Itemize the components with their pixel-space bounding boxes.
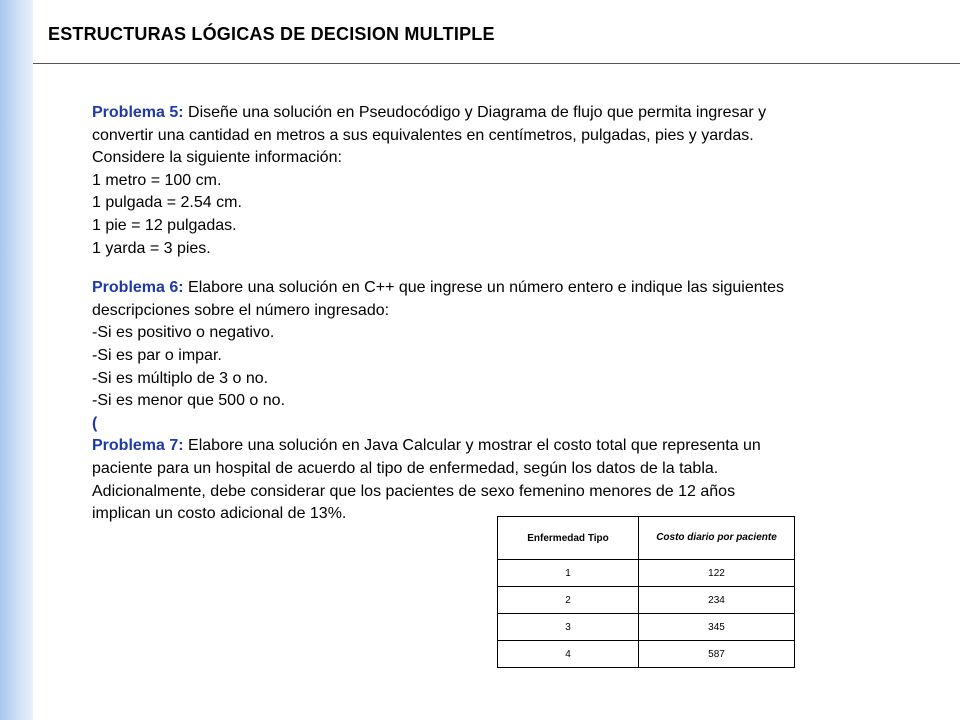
cost-table xyxy=(497,516,795,668)
table-cell-type: 2 xyxy=(498,587,639,614)
problem-5-label: Problema 5: xyxy=(92,104,184,121)
table-cell-cost: 345 xyxy=(639,614,795,641)
problem-5-line: 1 pulgada = 2.54 cm. xyxy=(92,194,242,212)
problem-6-line: -Si es menor que 500 o no. xyxy=(92,392,286,410)
problems-body xyxy=(92,102,932,526)
problem-6-label: Problema 6: xyxy=(92,279,184,297)
problem-6-line: -Si es múltiplo de 3 o no. xyxy=(92,369,269,387)
problem-6-line: -Si es par o impar. xyxy=(92,346,222,364)
table-cell-cost: 122 xyxy=(639,560,795,587)
column-header-disease-type: Enfermedad Tipo xyxy=(498,517,639,560)
problem-6-line: descripciones sobre el número ingresado: xyxy=(92,301,390,319)
problem-7-line: paciente para un hospital de acuerdo al tipo de enfermedad, según los datos de la tabla. xyxy=(92,459,719,477)
problem-5-first-line xyxy=(92,102,932,125)
problem-6-first-line xyxy=(92,277,932,300)
problem-7-label: Problema 7: xyxy=(92,437,184,455)
problem-5-line: Considere la siguiente información: xyxy=(92,149,342,167)
problem-5-line: 1 yarda = 3 pies. xyxy=(92,239,211,257)
table-row xyxy=(498,587,795,614)
table-cell-cost: 234 xyxy=(639,587,795,614)
problem-7-line: Adicionalmente, debe considerar que los pacientes de sexo femenino menores de 12 años xyxy=(92,482,736,500)
paragraph-gap xyxy=(92,260,932,277)
table-row xyxy=(498,614,795,641)
stray-parenthesis: ( xyxy=(92,414,98,432)
problem-7-line: implican un costo adicional de 13%. xyxy=(92,505,347,523)
table-row xyxy=(498,641,795,668)
decorative-side-bar xyxy=(0,0,33,720)
table-cell-type: 1 xyxy=(498,560,639,587)
page-title: ESTRUCTURAS LÓGICAS DE DECISION MULTIPLE xyxy=(48,24,495,44)
problem-7-first-line xyxy=(92,435,932,458)
column-header-daily-cost: Costo diario por paciente xyxy=(639,517,795,560)
table-header-row xyxy=(498,517,795,560)
problem-5-line: 1 metro = 100 cm. xyxy=(92,171,222,189)
table-row xyxy=(498,560,795,587)
problem-6-text: Elabore una solución en C++ que ingrese un número entero e indique las siguientes xyxy=(183,279,784,297)
table-cell-type: 3 xyxy=(498,614,639,641)
table-cell-cost: 587 xyxy=(639,641,795,668)
problem-6-line: -Si es positivo o negativo. xyxy=(92,324,275,342)
table-cell-type: 4 xyxy=(498,641,639,668)
problem-5-text: Diseñe una solución en Pseudocódigo y Diagrama de flujo que permita ingresar y xyxy=(183,104,767,121)
title-divider xyxy=(33,63,960,64)
problem-5-line: convertir una cantidad en metros a sus equivalentes en centímetros, pulgadas, pies y yardas. xyxy=(92,126,754,144)
problem-5-line: 1 pie = 12 pulgadas. xyxy=(92,216,237,234)
problem-7-text: Elabore una solución en Java Calcular y mostrar el costo total que representa un xyxy=(183,437,761,455)
